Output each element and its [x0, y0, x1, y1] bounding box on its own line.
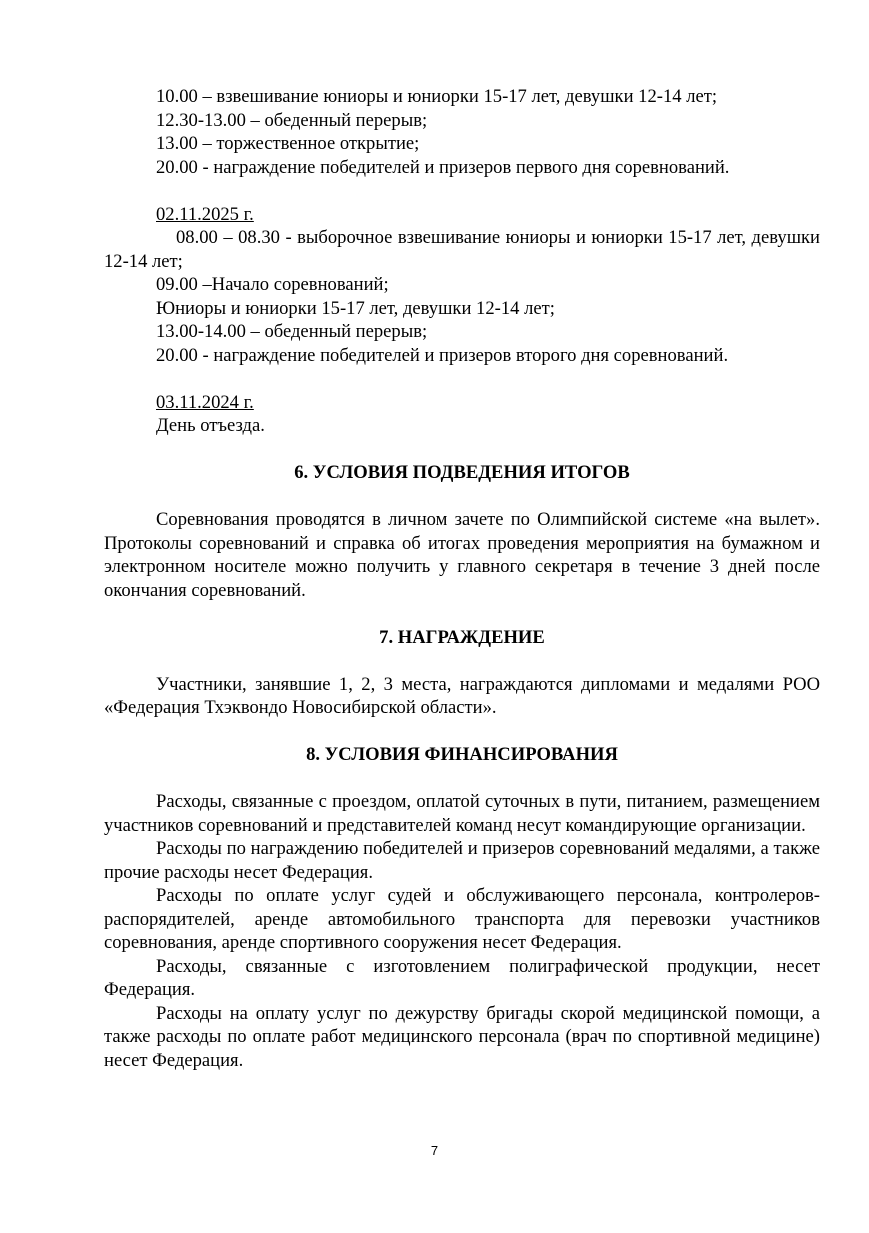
schedule-day1-line: 13.00 – торжественное открытие;	[156, 133, 420, 154]
spacer	[104, 720, 820, 744]
section8-heading: 8. УСЛОВИЯ ФИНАНСИРОВАНИЯ	[306, 744, 618, 765]
schedule-day2-line: Юниоры и юниорки 15-17 лет, девушки 12-14 лет;	[156, 297, 555, 319]
page-number: 7	[430, 1143, 439, 1158]
spacer	[104, 438, 820, 462]
schedule-day1-line: 12.30-13.00 – обеденный перерыв;	[156, 109, 428, 131]
spacer	[104, 179, 820, 203]
section6-heading: 6. УСЛОВИЯ ПОДВЕДЕНИЯ ИТОГОВ	[294, 462, 630, 483]
page-content	[104, 85, 820, 1072]
spacer	[104, 602, 820, 626]
spacer	[104, 485, 820, 509]
section8-paragraph: Расходы, связанные с проездом, оплатой суточных в пути, питанием, размещением участников соревнований и представителей команд несут командирующие организации.	[104, 791, 820, 836]
spacer	[104, 649, 820, 673]
day3-text: День отъезда.	[156, 415, 265, 436]
spacer	[104, 367, 820, 391]
schedule-day2-line: 20.00 - награждение победителей и призеров второго дня соревнований.	[156, 344, 729, 366]
day3-date: 03.11.2024 г.	[156, 391, 254, 413]
section7-paragraph: Участники, занявшие 1, 2, 3 места, награждаются дипломами и медалями РОО «Федерация Тхэквондо Новосибирской области».	[104, 673, 820, 718]
section7-heading: 7. НАГРАЖДЕНИЕ	[379, 626, 545, 648]
section6-paragraph: Соревнования проводятся в личном зачете по Олимпийской системе «на вылет». Протоколы соревнований и справка об итогах проведения мероприятия на бумажном и электронном носителе можно получить у главного секретаря в течение 3 дней после окончания соревнований.	[104, 509, 820, 601]
schedule-day1-line: 20.00 - награждение победителей и призеров первого дня соревнований.	[156, 156, 730, 178]
day2-weigh-in: 08.00 – 08.30 - выборочное взвешивание юниоры и юниорки 15-17 лет, девушки 12-14 лет;	[104, 227, 820, 272]
section8-paragraph: Расходы по оплате услуг судей и обслуживающего персонала, контролеров-распорядителей, аренде автомобильного транспорта для перевозки участников соревнования, аренде спортивного сооружения несет Федерация.	[104, 885, 820, 953]
spacer	[104, 767, 820, 791]
schedule-day2-line: 09.00 –Начало соревнований;	[156, 274, 389, 295]
day2-date: 02.11.2025 г.	[156, 203, 254, 225]
schedule-day1-line: 10.00 – взвешивание юниоры и юниорки 15-17 лет, девушки 12-14 лет;	[156, 86, 718, 107]
section8-paragraph: Расходы по награждению победителей и призеров соревнований медалями, а также прочие расходы несет Федерация.	[104, 838, 820, 883]
section8-paragraph: Расходы, связанные с изготовлением полиграфической продукции, несет Федерация.	[104, 955, 820, 1000]
section8-paragraph: Расходы на оплату услуг по дежурству бригады скорой медицинской помощи, а также расходы по оплате работ медицинского персонала (врач по спортивной медицине) несет Федерация.	[104, 1002, 820, 1071]
schedule-day2-line: 13.00-14.00 – обеденный перерыв;	[156, 321, 428, 342]
